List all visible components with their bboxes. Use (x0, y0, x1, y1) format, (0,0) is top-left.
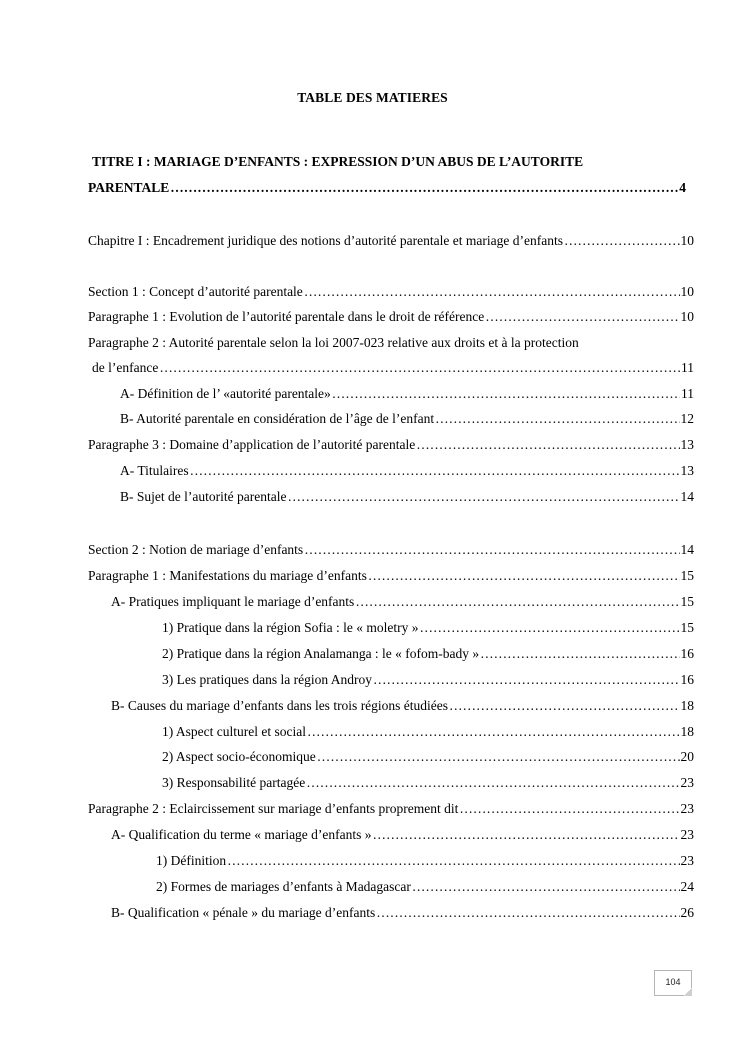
toc-entry-page: 10 (680, 284, 694, 299)
toc-entry-text: 1) Aspect culturel et social (162, 724, 306, 739)
page-number-badge: 104 (654, 970, 692, 996)
toc-entry-page: 14 (680, 542, 694, 557)
toc-entry-text: A- Titulaires (120, 463, 189, 478)
toc-entry-page: 23 (680, 853, 694, 868)
toc-entry-paragraph (88, 437, 694, 453)
dot-leader (170, 180, 678, 196)
dot-leader (485, 309, 679, 325)
toc-entry-page: 16 (680, 646, 694, 661)
toc-entry-page: 23 (680, 827, 694, 842)
dot-leader (564, 233, 680, 249)
toc-entry-text: 2) Formes de mariages d’enfants à Madagascar (156, 879, 411, 894)
toc-entry-text: A- Pratiques impliquant le mariage d’enfants (111, 594, 355, 609)
toc-entry-item (156, 853, 694, 869)
toc-entry-page: 12 (680, 411, 694, 426)
dot-leader (306, 775, 679, 791)
dot-leader (435, 411, 679, 427)
toc-entry-paragraph (88, 568, 694, 584)
toc-entry-page: 18 (680, 724, 694, 739)
dot-leader (304, 542, 679, 558)
toc-entry-subsection (111, 827, 694, 843)
toc-entry-subsection (120, 411, 694, 427)
toc-entry-text: Paragraphe 3 : Domaine d’application de l’autorité parentale (88, 437, 416, 452)
toc-entry-page: 14 (680, 489, 694, 504)
toc-entry-text: de l’enfance (92, 360, 159, 375)
toc-entry-page: 11 (681, 386, 694, 401)
toc-entry-text: A- Définition de l’ «autorité parentale» (120, 386, 331, 401)
toc-entry-page: 13 (680, 437, 694, 452)
toc-entry-section (88, 542, 694, 558)
toc-entry-subsection (120, 463, 694, 479)
dot-leader (227, 853, 679, 869)
toc-entry-subsection (111, 698, 694, 714)
dot-leader (480, 646, 679, 662)
toc-entry-paragraph (88, 801, 694, 817)
toc-entry-subsection (120, 489, 694, 505)
toc-entry-page: 18 (680, 698, 694, 713)
toc-entry-paragraph: Paragraphe 2 : Autorité parentale selon la loi 2007-023 relative aux droits et à la protection (88, 335, 579, 350)
toc-entry-text: Paragraphe 1 : Evolution de l’autorité parentale dans le droit de référence (88, 309, 485, 324)
toc-entry-subsection (111, 594, 694, 610)
dot-leader (412, 879, 680, 895)
toc-entry-page: 23 (680, 775, 694, 790)
dot-leader (373, 672, 680, 688)
dot-leader (190, 463, 680, 479)
toc-entry-page: 15 (680, 568, 694, 583)
dot-leader (287, 489, 679, 505)
titre-heading: TITRE I : MARIAGE D’ENFANTS : EXPRESSION D’UN ABUS DE L’AUTORITE (92, 154, 584, 169)
toc-entry-item (162, 775, 694, 791)
toc-entry-item (162, 620, 694, 636)
toc-entry-text: PARENTALE (88, 180, 170, 195)
toc-entry-item (162, 749, 694, 765)
toc-entry-subsection (120, 386, 694, 402)
toc-entry-page: 10 (680, 309, 694, 324)
toc-entry-text: 3) Les pratiques dans la région Androy (162, 672, 372, 687)
toc-entry-page: 23 (680, 801, 694, 816)
dot-leader (307, 724, 680, 740)
toc-entry-page: 10 (680, 233, 694, 248)
toc-entry-page: 13 (680, 463, 694, 478)
dot-leader (317, 749, 680, 765)
toc-entry-text: Chapitre I : Encadrement juridique des notions d’autorité parentale et mariage d’enfants (88, 233, 563, 248)
toc-entry-page: 11 (681, 360, 694, 375)
toc-entry-text: B- Qualification « pénale » du mariage d’enfants (111, 905, 376, 920)
dot-leader (376, 905, 679, 921)
dot-leader (332, 386, 680, 402)
dot-leader (416, 437, 679, 453)
dot-leader (159, 360, 680, 376)
toc-entry-page: 26 (680, 905, 694, 920)
toc-entry-section (88, 284, 694, 300)
dot-leader (368, 568, 680, 584)
toc-entry-page: 15 (680, 620, 694, 635)
toc-entry-text: B- Sujet de l’autorité parentale (120, 489, 287, 504)
dot-leader (355, 594, 679, 610)
toc-entry-text: 3) Responsabilité partagée (162, 775, 306, 790)
toc-entry-item (162, 724, 694, 740)
toc-entry-page: 24 (680, 879, 694, 894)
toc-entry-page: 4 (679, 180, 686, 195)
toc-entry-continuation (92, 360, 694, 376)
toc-entry-text: B- Causes du mariage d’enfants dans les trois régions étudiées (111, 698, 449, 713)
toc-entry-text: Paragraphe 1 : Manifestations du mariage d’enfants (88, 568, 367, 583)
dot-leader (304, 284, 680, 300)
dot-leader (373, 827, 680, 843)
toc-entry-titre (88, 180, 686, 196)
toc-entry-text: 2) Aspect socio-économique (162, 749, 316, 764)
toc-entry-page: 16 (680, 672, 694, 687)
toc-entry-page: 20 (680, 749, 694, 764)
toc-entry-subsection (111, 905, 694, 921)
toc-entry-text: 2) Pratique dans la région Analamanga : le « fofom-bady » (162, 646, 480, 661)
toc-entry-paragraph (88, 309, 694, 325)
toc-entry-text: B- Autorité parentale en considération de l’âge de l’enfant (120, 411, 435, 426)
dot-leader (459, 801, 679, 817)
dot-leader (449, 698, 679, 714)
toc-entry-item (162, 672, 694, 688)
toc-entry-text: A- Qualification du terme « mariage d’enfants » (111, 827, 372, 842)
toc-entry-item (156, 879, 694, 895)
toc-entry-text: Paragraphe 2 : Eclaircissement sur mariage d’enfants proprement dit (88, 801, 459, 816)
toc-entry-page: 15 (680, 594, 694, 609)
toc-entry-chapter (88, 233, 694, 249)
toc-entry-text: 1) Pratique dans la région Sofia : le « moletry » (162, 620, 419, 635)
toc-entry-text: Section 1 : Concept d’autorité parentale (88, 284, 303, 299)
toc-entry-item (162, 646, 694, 662)
toc-entry-text: Section 2 : Notion de mariage d’enfants (88, 542, 304, 557)
dot-leader (419, 620, 679, 636)
page-title: TABLE DES MATIERES (297, 90, 448, 105)
toc-entry-text: 1) Définition (156, 853, 227, 868)
